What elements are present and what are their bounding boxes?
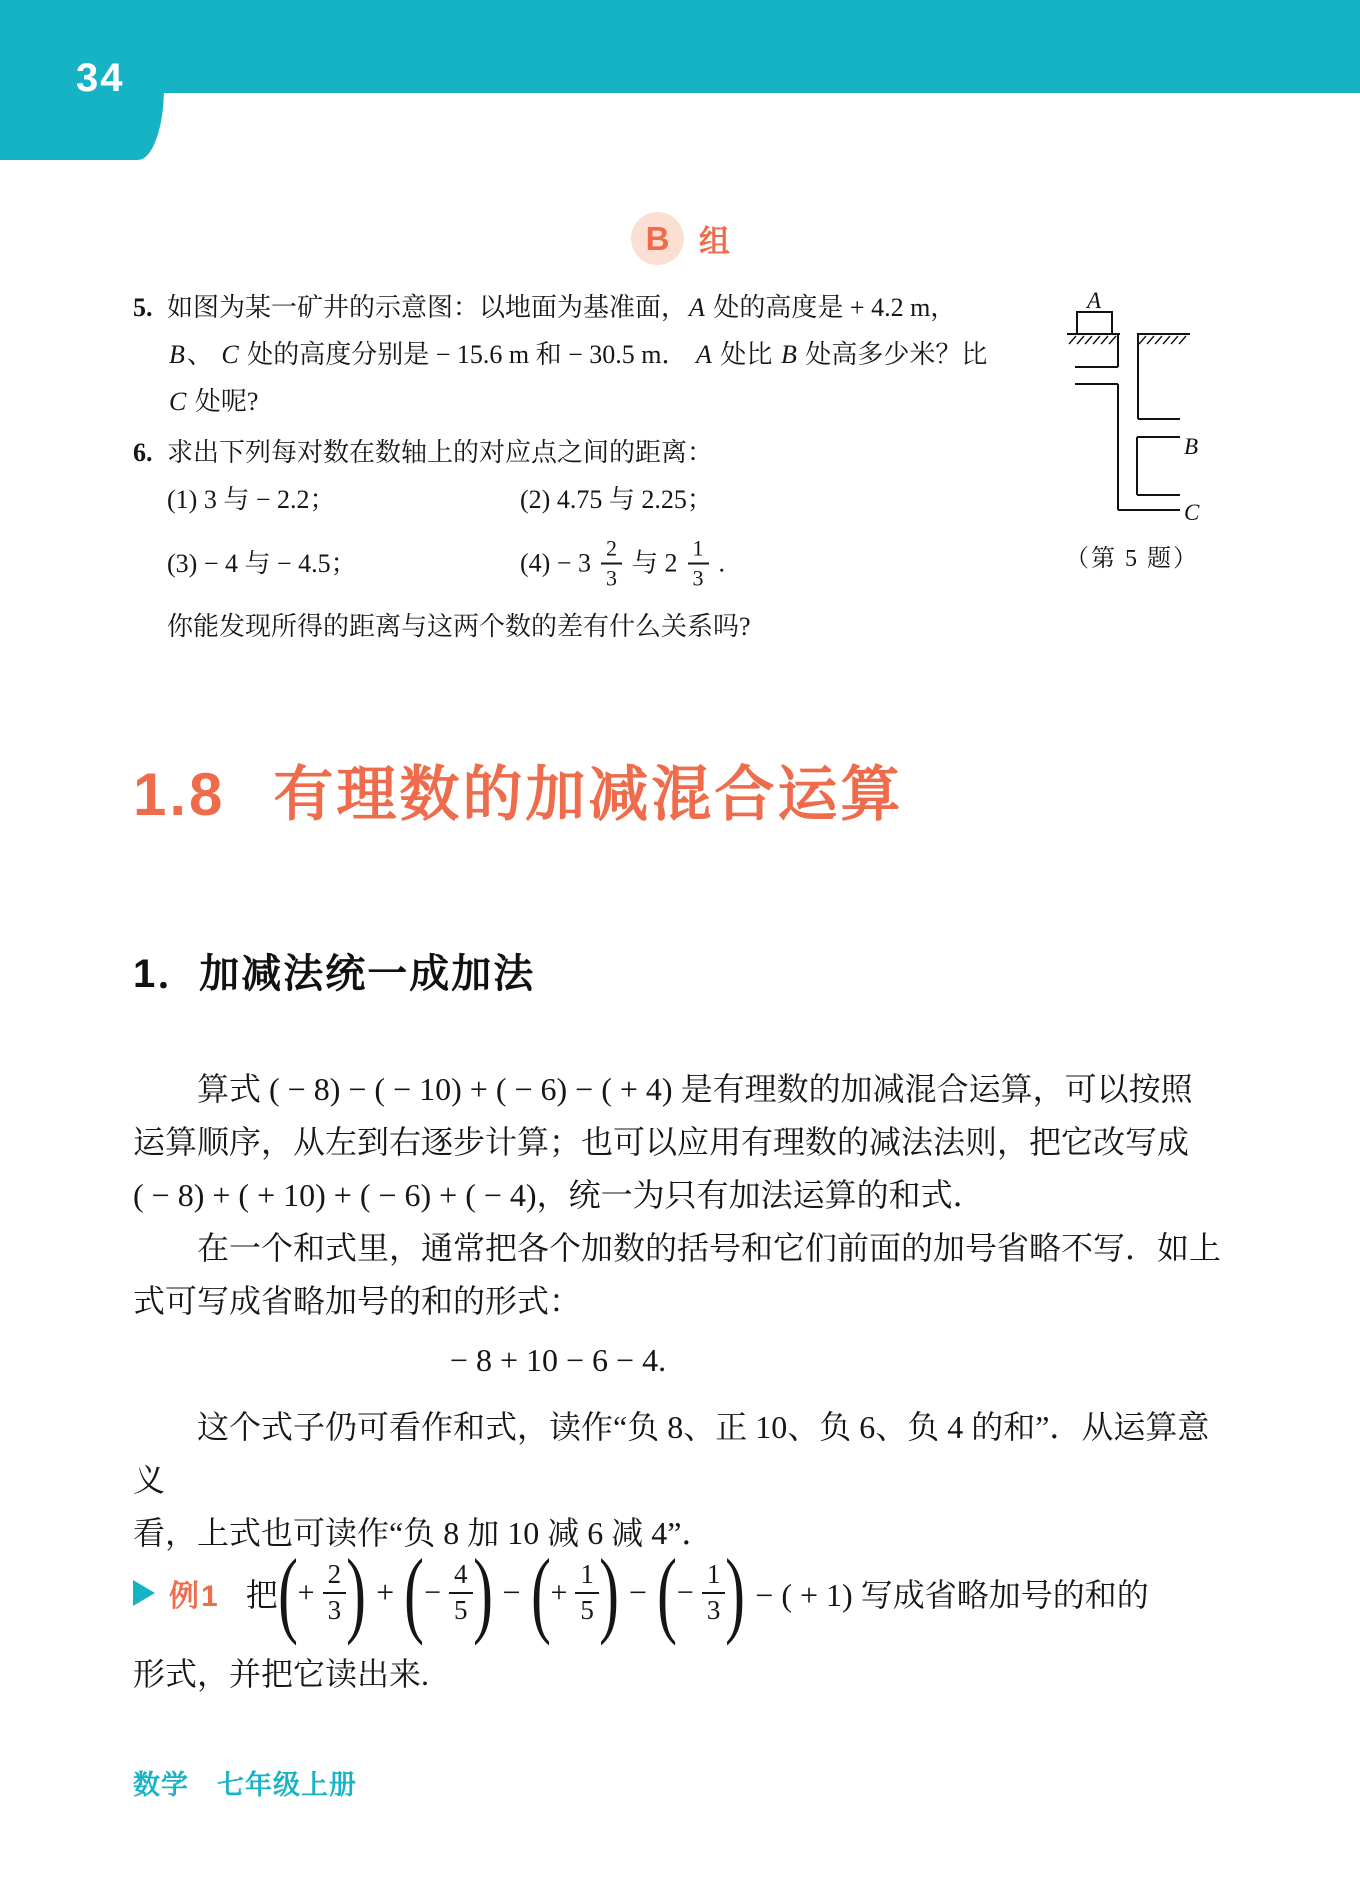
text-segment: 处呢?	[188, 387, 259, 416]
text-segment: 处高多少米？比	[798, 340, 988, 369]
operator: −	[628, 1574, 647, 1610]
denominator: 3	[688, 562, 709, 592]
paragraph-1-line-3: ( − 8) + ( + 10) + ( − 6) + ( − 4)，统一为只有加法运算的和式．	[133, 1177, 985, 1213]
mine-shaft-figure	[992, 242, 1212, 582]
header-bar	[0, 0, 1360, 93]
problem-5	[133, 284, 1013, 425]
text-segment: 如图为某一矿井的示意图：以地面为基准面，	[167, 293, 688, 322]
denominator: 3	[702, 1592, 726, 1628]
open-paren: (	[404, 1538, 425, 1646]
fraction-4	[702, 1558, 726, 1628]
close-paren: )	[346, 1538, 366, 1646]
problem-6-number: 6.	[133, 438, 153, 467]
paragraph-3-line-1: 这个式子仍可看作和式，读作“负 8、正 10、负 6、负 4 的和”．从运算意义	[133, 1409, 1210, 1498]
numerator: 4	[454, 1558, 468, 1589]
page-number: 34	[76, 56, 125, 100]
text-segment: 把	[245, 1576, 278, 1613]
fraction-1	[323, 1558, 347, 1628]
hoist-house-box	[1077, 312, 1112, 334]
fraction	[601, 535, 622, 592]
section-heading	[133, 755, 903, 835]
parenthesized-fraction-3	[530, 1538, 619, 1646]
problem-5-line-1	[133, 284, 1013, 331]
operator: −	[502, 1574, 521, 1610]
lesson-body	[133, 1063, 1231, 1560]
section-title: 有理数的加减混合运算	[273, 761, 904, 828]
item-4	[520, 535, 725, 592]
example-marker-icon	[133, 1580, 155, 1606]
paragraph-2-line-2: 式可写成省略加号的和的形式：	[133, 1283, 582, 1319]
fraction-2	[449, 1558, 473, 1628]
fraction-3	[575, 1558, 599, 1628]
variable-B: B	[169, 340, 185, 369]
group-b-badge	[631, 212, 684, 265]
text-segment: (4) − 3	[520, 548, 591, 578]
group-b-letter: B	[645, 219, 670, 257]
open-paren: (	[277, 1538, 298, 1646]
problem-5-line-3	[133, 378, 1013, 425]
numerator: 1	[706, 1558, 721, 1589]
page-footer	[133, 1763, 357, 1802]
text-segment: 求出下列每对数在数轴上的对应点之间的距离：	[167, 438, 714, 467]
paragraph-1-line-1: 算式 ( − 8) − ( − 10) + ( − 6) − ( + 4) 是有理数的加减混合运算，可以按照	[197, 1071, 1193, 1107]
item-2: (2) 4.75 与 2.25；	[520, 485, 713, 514]
fraction-1-sign: +	[297, 1575, 315, 1609]
tunnel-b-bracket	[1137, 437, 1180, 495]
problem-5-number: 5.	[133, 293, 153, 322]
text-segment: 、	[186, 340, 220, 369]
open-paren: (	[656, 1538, 677, 1646]
numerator: 1	[580, 1558, 594, 1589]
parenthesized-fraction-4	[656, 1538, 746, 1646]
example-1	[133, 1540, 1253, 1645]
paragraph-1-line-2: 运算顺序，从左到右逐步计算；也可以应用有理数的减法法则，把它改写成	[133, 1124, 1190, 1160]
denominator: 5	[449, 1592, 473, 1628]
shaft-left-wall	[1075, 334, 1180, 510]
parenthesized-fraction-2	[404, 1538, 493, 1646]
group-b-heading	[631, 212, 730, 265]
close-paren: )	[725, 1538, 746, 1646]
denominator: 3	[601, 562, 622, 592]
section-number: 1.8	[133, 761, 226, 828]
variable-A: A	[689, 293, 705, 322]
parenthesized-fraction-1	[277, 1538, 366, 1646]
problem-6-note: 你能发现所得的距离与这两个数的差有什么关系吗?	[167, 612, 751, 641]
fraction-3-sign: +	[550, 1575, 568, 1609]
group-b-label: 组	[699, 224, 730, 259]
footer-subject: 数学	[133, 1770, 189, 1800]
diagram-caption: （第 5 题）	[1065, 546, 1199, 572]
subsection-heading: 1．加减法统一成加法	[133, 952, 536, 996]
numerator: 2	[327, 1558, 342, 1589]
problem-5-line-2	[133, 331, 1013, 378]
operator: +	[376, 1574, 395, 1610]
text-segment: 处的高度是 + 4.2 m，	[706, 293, 957, 322]
text-segment: 处比	[713, 340, 779, 369]
diagram-label-a: A	[1086, 288, 1102, 313]
problem-6-items-row-2	[133, 523, 1033, 603]
denominator: 3	[323, 1592, 347, 1628]
ground-hatching	[1069, 336, 1186, 344]
close-paren: )	[472, 1538, 493, 1646]
text-segment: − ( + 1) 写成省略加号的和的	[755, 1576, 1149, 1613]
footer-volume: 七年级上册	[217, 1770, 357, 1800]
example-label: 例1	[169, 1579, 220, 1613]
diagram-label-b: B	[1184, 434, 1199, 459]
mine-shaft-drawing	[992, 242, 1212, 542]
variable-B: B	[780, 340, 797, 369]
paragraph-2-line-1: 在一个和式里，通常把各个加数的括号和它们前面的加号省略不写．如上	[197, 1230, 1222, 1266]
close-paren: )	[598, 1538, 619, 1646]
example-1-line-2: 形式，并把它读出来.	[133, 1656, 430, 1692]
problem-6	[133, 429, 1033, 650]
fraction-2-sign: −	[424, 1575, 441, 1609]
problem-6-title	[133, 429, 1033, 476]
text-segment: 处的高度分别是 − 15.6 m 和 − 30.5 m．	[240, 340, 695, 369]
item-3: (3) − 4 与 − 4.5；	[167, 548, 357, 578]
numerator: 2	[605, 535, 617, 561]
sum-formula: − 8 + 10 − 6 − 4.	[449, 1342, 667, 1378]
problem-6-items-row-1	[133, 476, 1033, 523]
text-segment: .	[718, 548, 725, 578]
fraction	[688, 535, 709, 592]
denominator: 5	[575, 1592, 599, 1628]
variable-A: A	[696, 340, 712, 369]
page-number-tab	[0, 0, 164, 160]
diagram-label-c: C	[1184, 500, 1200, 525]
fraction-4-sign: −	[676, 1575, 694, 1609]
paragraph-3-line-2: 看，上式也可读作“负 8 加 10 减 6 减 4”．	[133, 1515, 714, 1551]
open-paren: (	[530, 1538, 551, 1646]
variable-C: C	[169, 387, 187, 416]
numerator: 1	[692, 535, 704, 561]
shaft-right-wall	[1138, 334, 1180, 419]
text-segment: 与 2	[631, 548, 678, 578]
item-1: (1) 3 与 − 2.2；	[167, 485, 336, 514]
variable-C: C	[221, 340, 239, 369]
